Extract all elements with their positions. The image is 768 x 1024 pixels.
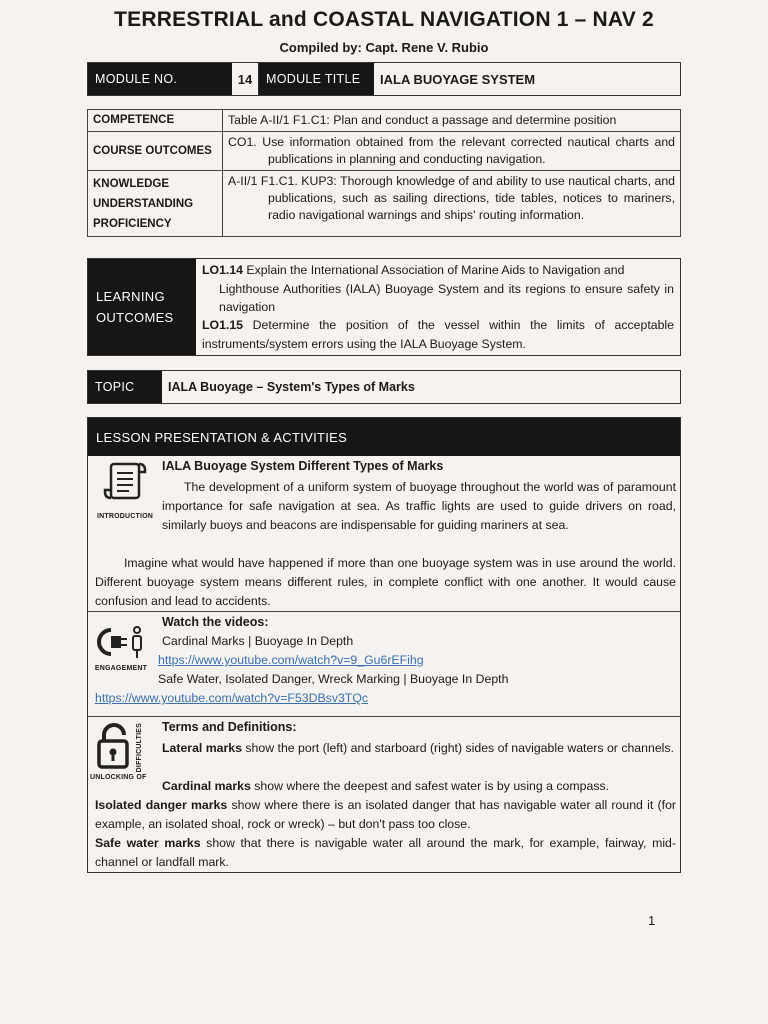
topic-row [87, 370, 681, 404]
knowledge-label [88, 171, 223, 237]
lo-1-15 [202, 316, 674, 354]
introduction-icon-label: INTRODUCTION [96, 513, 154, 520]
learning-outcomes-text [196, 259, 680, 355]
knowledge-row [88, 171, 681, 237]
learning-outcomes-box [87, 258, 681, 356]
module-header-row [87, 62, 681, 96]
page-number: 1 [648, 913, 656, 928]
difficulties-icon-label: DIFFICULTIES [136, 723, 143, 773]
knowledge-label-line: KNOWLEDGE [93, 178, 170, 190]
unlocking-icon-label: UNLOCKING OF [90, 774, 147, 781]
plug-icon [93, 624, 149, 660]
introduction-icon-wrap [94, 460, 156, 520]
understanding-label-line: UNDERSTANDING [93, 198, 194, 210]
module-title-value: IALA BUOYAGE SYSTEM [380, 71, 536, 87]
knowledge-value: A-II/1 F1.C1. KUP3: Thorough knowledge of and ability to use nautical charts, and publications, such as sailing directions, tide tables, notices to mariners, radio navigational warnings and ships' routing information. [223, 171, 681, 237]
compiled-by: Compiled by: Capt. Rene V. Rubio [279, 40, 489, 55]
topic-value: IALA Buoyage – System's Types of Marks [168, 380, 415, 394]
proficiency-label-line: PROFICIENCY [93, 218, 172, 230]
lesson-bar: LESSON PRESENTATION & ACTIVITIES [88, 418, 680, 456]
terms-section [88, 716, 680, 874]
term-isolated-danger-marks-def: show where there is an isolated danger that has navigable water all round it (for example, an isolated shoal, rock or wreck) – but don't pass too close. [95, 798, 676, 831]
term-lateral-marks [162, 739, 676, 758]
learning-outcomes-label [88, 259, 196, 355]
term-safe-water-marks [95, 834, 676, 872]
terms-heading: Terms and Definitions: [162, 720, 297, 734]
engagement-icon-label: ENGAGEMENT [94, 665, 148, 672]
intro-paragraph-1: The development of a uniform system of buoyage throughout the world was of paramount importance for safe navigation at sea. As traffic lights are used to guide drivers on road, similarly buoys and beacons are indispensable for guiding mariners at sea. [162, 480, 676, 532]
term-safe-water-marks-def: show that there is navigable water all around the mark, for example, fairway, mid-channel or landfall mark. [95, 836, 676, 869]
video-2-title: Safe Water, Isolated Danger, Wreck Marking | Buoyage In Depth [158, 672, 509, 686]
course-outcomes-value: CO1. Use information obtained from the relevant corrected nautical charts and publications in planning and conducting navigation. [223, 132, 681, 171]
lo-1-15-text: Determine the position of the vessel within the limits of acceptable instruments/system errors using the IALA Buoyage System. [202, 318, 674, 351]
engagement-section [88, 611, 680, 716]
outcomes-label-line: OUTCOMES [96, 310, 174, 325]
padlock-icon [94, 721, 134, 771]
term-cardinal-marks-name: Cardinal marks [162, 779, 251, 793]
lo-1-14-code: LO1.14 [202, 263, 244, 277]
unlocking-icon-wrap [90, 721, 152, 781]
introduction-section [88, 456, 680, 611]
course-outcomes-label: COURSE OUTCOMES [88, 132, 223, 171]
learning-label-line: LEARNING [96, 289, 165, 304]
module-no-label: MODULE NO. [88, 63, 232, 95]
term-safe-water-marks-name: Safe water marks [95, 836, 201, 850]
competence-table [87, 109, 681, 237]
course-outcomes-row [88, 132, 681, 171]
lo-1-14-text: Explain the International Association of Marine Aids to Navigation and [243, 263, 625, 277]
competence-label: COMPETENCE [88, 110, 223, 132]
engagement-icon-wrap [90, 624, 152, 672]
video-1-link[interactable]: https://www.youtube.com/watch?v=9_Gu6rEFihg [158, 653, 424, 667]
competence-value: Table A-II/1 F1.C1: Plan and conduct a passage and determine position [223, 110, 681, 132]
lo-1-14-continuation: Lighthouse Authorities (IALA) Buoyage System and its regions to ensure safety in navigation [219, 282, 674, 314]
competence-row [88, 110, 681, 132]
lo-1-14 [202, 261, 674, 280]
term-cardinal-marks [162, 777, 676, 796]
intro-paragraph-2: Imagine what would have happened if more than one buoyage system was in use around the world. Different buoyage system means different rules, in complete conflict with one another. It would cause confusion and lead to accidents. [95, 556, 676, 608]
lesson-presentation-box [87, 417, 681, 873]
video-2-link[interactable]: https://www.youtube.com/watch?v=F53DBsv3TQc [95, 691, 369, 705]
intro-heading: IALA Buoyage System Different Types of Marks [162, 459, 444, 473]
module-no-value: 14 [232, 63, 259, 95]
module-title-label: MODULE TITLE [259, 63, 374, 95]
lo-1-15-code: LO1.15 [202, 318, 244, 332]
term-lateral-marks-def: show the port (left) and starboard (right) sides of navigable waters or channels. [241, 741, 674, 755]
video-1-title: Cardinal Marks | Buoyage In Depth [162, 634, 354, 648]
term-lateral-marks-name: Lateral marks [162, 741, 242, 755]
term-isolated-danger-marks [95, 796, 676, 834]
engagement-heading: Watch the videos: [162, 615, 269, 629]
topic-label: TOPIC [88, 371, 162, 403]
term-cardinal-marks-def: show where the deepest and safest water is by using a compass. [250, 779, 610, 793]
document-title: TERRESTRIAL and COASTAL NAVIGATION 1 – NAV 2 [114, 8, 654, 31]
term-isolated-danger-marks-name: Isolated danger marks [95, 798, 228, 812]
scroll-icon [101, 460, 149, 508]
